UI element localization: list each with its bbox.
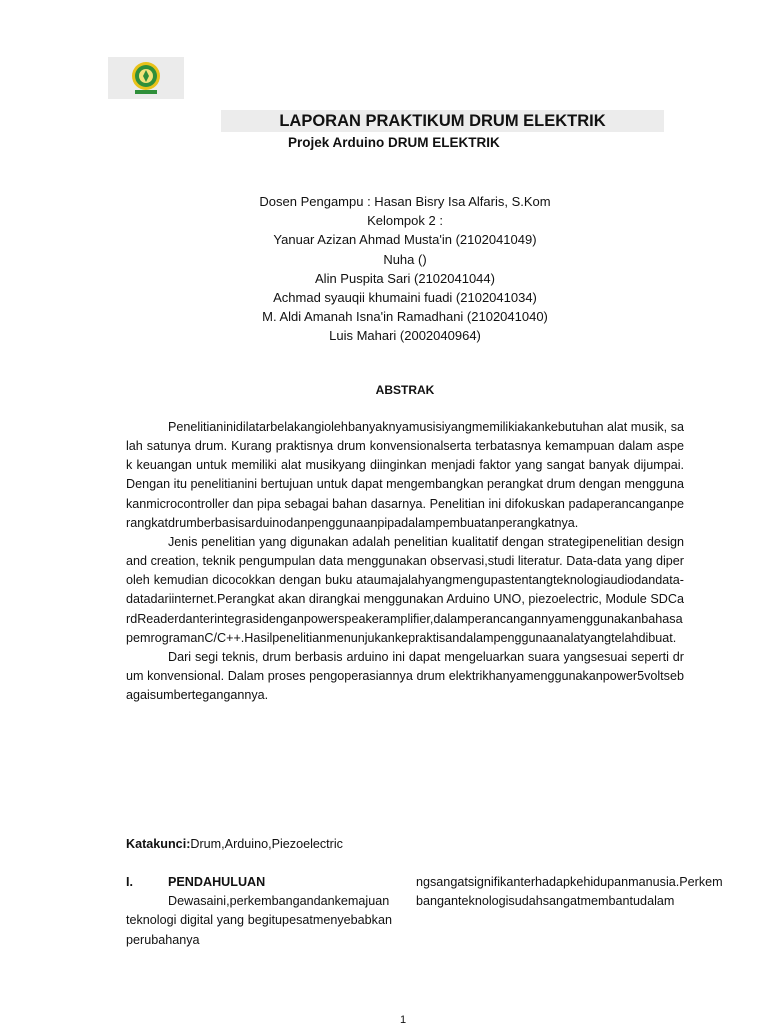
author-info-block: [150, 192, 660, 346]
group-line: Kelompok 2 :: [367, 213, 443, 229]
section-number: I.: [126, 875, 133, 889]
keywords-label: Katakunci:: [126, 837, 191, 851]
institution-logo: [108, 57, 184, 99]
page-number: 1: [400, 1014, 407, 1026]
member-line: Alin Puspita Sari (2102041044): [315, 270, 495, 286]
intro-paragraph-left: Dewasaini,perkembangandankemajuan teknologi digital yang begitupesatmenyebabkanperubahanya: [126, 894, 392, 947]
abstract-paragraph: Jenis penelitian yang digunakan adalah penelitian kualitatif dengan strategipenelitian design and creation, teknik pengumpulan data menggunakan observasi,studi literatur. Data-data yang diperoleh kemudian dicocokkan dengan buku ataumajalahyangmengupastentangteknologiaudiodandata-datadariinternet.Perangkat akan dirangkai menggunakan Arduino UNO, piezoelectric, Module SDCardReaderdanterintegrasidenganpowerspeakeramplifier,dalamperancangannyamenggunakanbahasapemrogramanC/C++.Hasilpenelitianmenunjukankepraktisandalampenggunaanalatyangtelahdibuat.: [126, 534, 684, 645]
section-title: PENDAHULUAN: [168, 875, 266, 889]
intro-paragraph-right: ngsangatsignifikanterhadapkehidupanmanusia.Perkembanganteknologisudahsangatmembantudalam: [416, 875, 723, 909]
member-line: Luis Mahari (2002040964): [329, 328, 481, 344]
abstract-paragraph: Penelitianinidilatarbelakangiolehbanyaknyamusisiyangmemilikiakankebutuhan alat musik, salah satunya drum. Kurang praktisnya drum konvensionalserta terbatasnya kemampuan dalam aspek keuangan untuk memiliki alat musikyang diinginkan menjadi faktor yang sangat banyak dijumpai. Dengan itu penelitianini bertujuan untuk dapat mengembangkan perangkat drum dengan menggunakanmicrocontroller dan pipa sebagai bahan dasarnya. Penelitian ini difokuskan padaperancanganperangkatdrumberbasisarduinodanpenggunaanpipadalampembuatanperangkatnya.: [126, 420, 684, 530]
abstract-paragraph: Dari segi teknis, drum berbasis arduino ini dapat mengeluarkan suara yangsesuai seperti drum konvensional. Dalam proses pengoperasiannya drum elektrikhanyamenggunakanpower5voltsebagaisumbertegangannya.: [126, 649, 684, 703]
member-line: M. Aldi Amanah Isna'in Ramadhani (2102041040): [262, 309, 548, 325]
university-seal-icon: [130, 60, 162, 96]
intro-right-column: [416, 873, 726, 911]
report-title: LAPORAN PRAKTIKUM DRUM ELEKTRIK: [279, 112, 606, 130]
keywords-value: Drum,Arduino,Piezoelectric: [190, 837, 343, 851]
lecturer-line: Dosen Pengampu : Hasan Bisry Isa Alfaris, S.Kom: [259, 194, 551, 209]
keywords-line: [126, 835, 343, 854]
abstract-body: [126, 418, 684, 705]
abstract-heading: ABSTRAK: [375, 383, 435, 397]
section-heading: [126, 873, 392, 892]
report-subtitle: Projek Arduino DRUM ELEKTRIK: [288, 135, 500, 150]
intro-left-column: [126, 873, 392, 950]
member-line: Nuha (): [383, 251, 427, 267]
member-line: Achmad syauqii khumaini fuadi (2102041034): [273, 290, 537, 306]
member-line: Yanuar Azizan Ahmad Musta'in (2102041049): [273, 232, 537, 248]
